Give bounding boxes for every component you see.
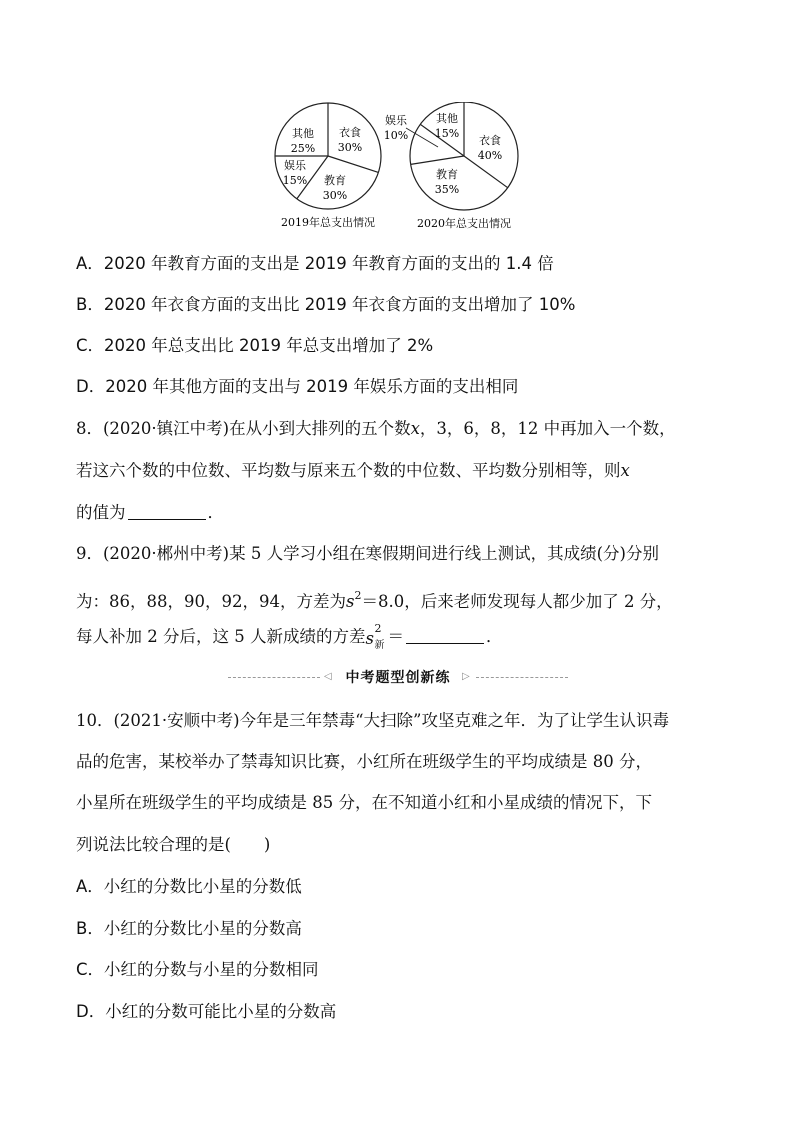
q10-option-d[interactable]: D．小红的分数可能比小星的分数高 bbox=[76, 1002, 337, 1021]
q8-text: ，3，6，8，12 中再加入一个数， bbox=[419, 419, 676, 438]
pie-2020-caption: 2020年总支出情况 bbox=[417, 217, 511, 230]
q8-text: 的值为 bbox=[76, 503, 126, 522]
q8-text: ． bbox=[207, 503, 224, 522]
q9-text: ． bbox=[485, 627, 503, 646]
q7-option-d[interactable]: D．2020 年其他方面的支出与 2019 年娱乐方面的支出相同 bbox=[76, 377, 519, 396]
pie-2019-pct-yule: 15% bbox=[282, 174, 308, 187]
q9-text: ＝ bbox=[387, 627, 404, 646]
q8-text: 若这六个数的中位数、平均数与原来五个数的中位数、平均数分别相等，则 bbox=[76, 461, 621, 480]
q10-option-a[interactable]: A．小红的分数比小星的分数低 bbox=[76, 877, 302, 896]
q8-line-3 bbox=[76, 502, 224, 524]
q8-text: 8．(2020·镇江中考)在从小到大排列的五个数 bbox=[76, 419, 411, 438]
pie-2020-pct-jiaoyu: 35% bbox=[434, 183, 460, 196]
q10-line-3: 小星所在班级学生的平均成绩是 85 分，在不知道小红和小星成绩的情况下，下 bbox=[76, 793, 652, 812]
q9-answer-blank[interactable] bbox=[406, 627, 484, 644]
q9-sup-2: 2 bbox=[354, 589, 362, 602]
q9-sup-2: 2 bbox=[374, 622, 382, 635]
pie-charts-svg bbox=[270, 102, 530, 234]
q9-text: 为：86，88，90，92，94，方差为 bbox=[76, 592, 346, 611]
pie-charts-figure bbox=[270, 102, 530, 234]
pie-2019-pct-yishi: 30% bbox=[337, 141, 363, 154]
q8-answer-blank[interactable] bbox=[128, 503, 206, 520]
pie-2019-pct-jiaoyu: 30% bbox=[322, 189, 348, 202]
pie-2019-divider bbox=[328, 156, 378, 172]
pie-2020 bbox=[384, 102, 518, 230]
q8-var-x: x bbox=[620, 461, 630, 480]
pie-2019-caption: 2019年总支出情况 bbox=[281, 216, 375, 229]
q9-sub-new: 新 bbox=[374, 640, 385, 651]
q9-var-s: s bbox=[345, 592, 355, 611]
q10-option-c[interactable]: C．小红的分数与小星的分数相同 bbox=[76, 960, 319, 979]
q10-line-2: 品的危害，某校举办了禁毒知识比赛，小红所在班级学生的平均成绩是 80 分， bbox=[76, 752, 652, 771]
q9-var-s: s bbox=[365, 629, 374, 648]
q9-text: 每人补加 2 分后，这 5 人新成绩的方差 bbox=[76, 627, 366, 646]
q9-text: ＝8.0，后来老师发现每人都少加了 2 分， bbox=[361, 592, 673, 611]
q8-line-2 bbox=[76, 460, 630, 482]
divider-right-arrow-icon: ▷ bbox=[462, 671, 470, 682]
q9-s-new-squared bbox=[365, 622, 387, 651]
pie-2020-pct-yule: 10% bbox=[383, 129, 409, 142]
pie-2020-divider bbox=[411, 156, 464, 164]
pie-2019-pct-qita: 25% bbox=[290, 142, 316, 155]
section-title: 中考题型创新练 bbox=[345, 670, 451, 686]
q10-line-1: 10．(2021·安顺中考)今年是三年禁毒“大扫除”攻坚克难之年．为了让学生认识毒 bbox=[76, 711, 669, 730]
q10-line-4: 列说法比较合理的是( ) bbox=[76, 835, 271, 854]
pie-2020-label-jiaoyu: 教育 bbox=[436, 168, 458, 181]
q9-line-3 bbox=[76, 622, 503, 651]
pie-2019-label-jiaoyu: 教育 bbox=[324, 174, 346, 187]
pie-2020-label-yule: 娱乐 bbox=[385, 114, 407, 127]
section-divider bbox=[228, 667, 568, 687]
q8-line-1 bbox=[76, 418, 676, 440]
divider-line-right bbox=[476, 677, 568, 678]
q7-option-b[interactable]: B．2020 年衣食方面的支出比 2019 年衣食方面的支出增加了 10% bbox=[76, 295, 576, 314]
pie-2019-label-yishi: 衣食 bbox=[339, 126, 361, 139]
pie-2020-label-qita: 其他 bbox=[436, 112, 458, 125]
q10-option-b[interactable]: B．小红的分数比小星的分数高 bbox=[76, 919, 302, 938]
q7-option-c[interactable]: C．2020 年总支出比 2019 年总支出增加了 2% bbox=[76, 336, 434, 355]
divider-left-arrow-icon: ◁ bbox=[324, 671, 332, 682]
q9-line-2 bbox=[76, 585, 673, 613]
pie-2020-label-yishi: 衣食 bbox=[479, 134, 501, 147]
pie-2019-label-qita: 其他 bbox=[292, 127, 314, 140]
pie-2019-label-yule: 娱乐 bbox=[284, 159, 306, 172]
q9-line-1: 9．(2020·郴州中考)某 5 人学习小组在寒假期间进行线上测试，其成绩(分)分别 bbox=[76, 544, 659, 563]
divider-line-left bbox=[228, 677, 320, 678]
pie-2019 bbox=[275, 103, 381, 229]
pie-2020-pct-qita: 15% bbox=[434, 127, 460, 140]
q7-option-a[interactable]: A．2020 年教育方面的支出是 2019 年教育方面的支出的 1.4 倍 bbox=[76, 254, 554, 273]
q8-var-x: x bbox=[410, 419, 420, 438]
pie-2020-pct-yishi: 40% bbox=[477, 149, 503, 162]
